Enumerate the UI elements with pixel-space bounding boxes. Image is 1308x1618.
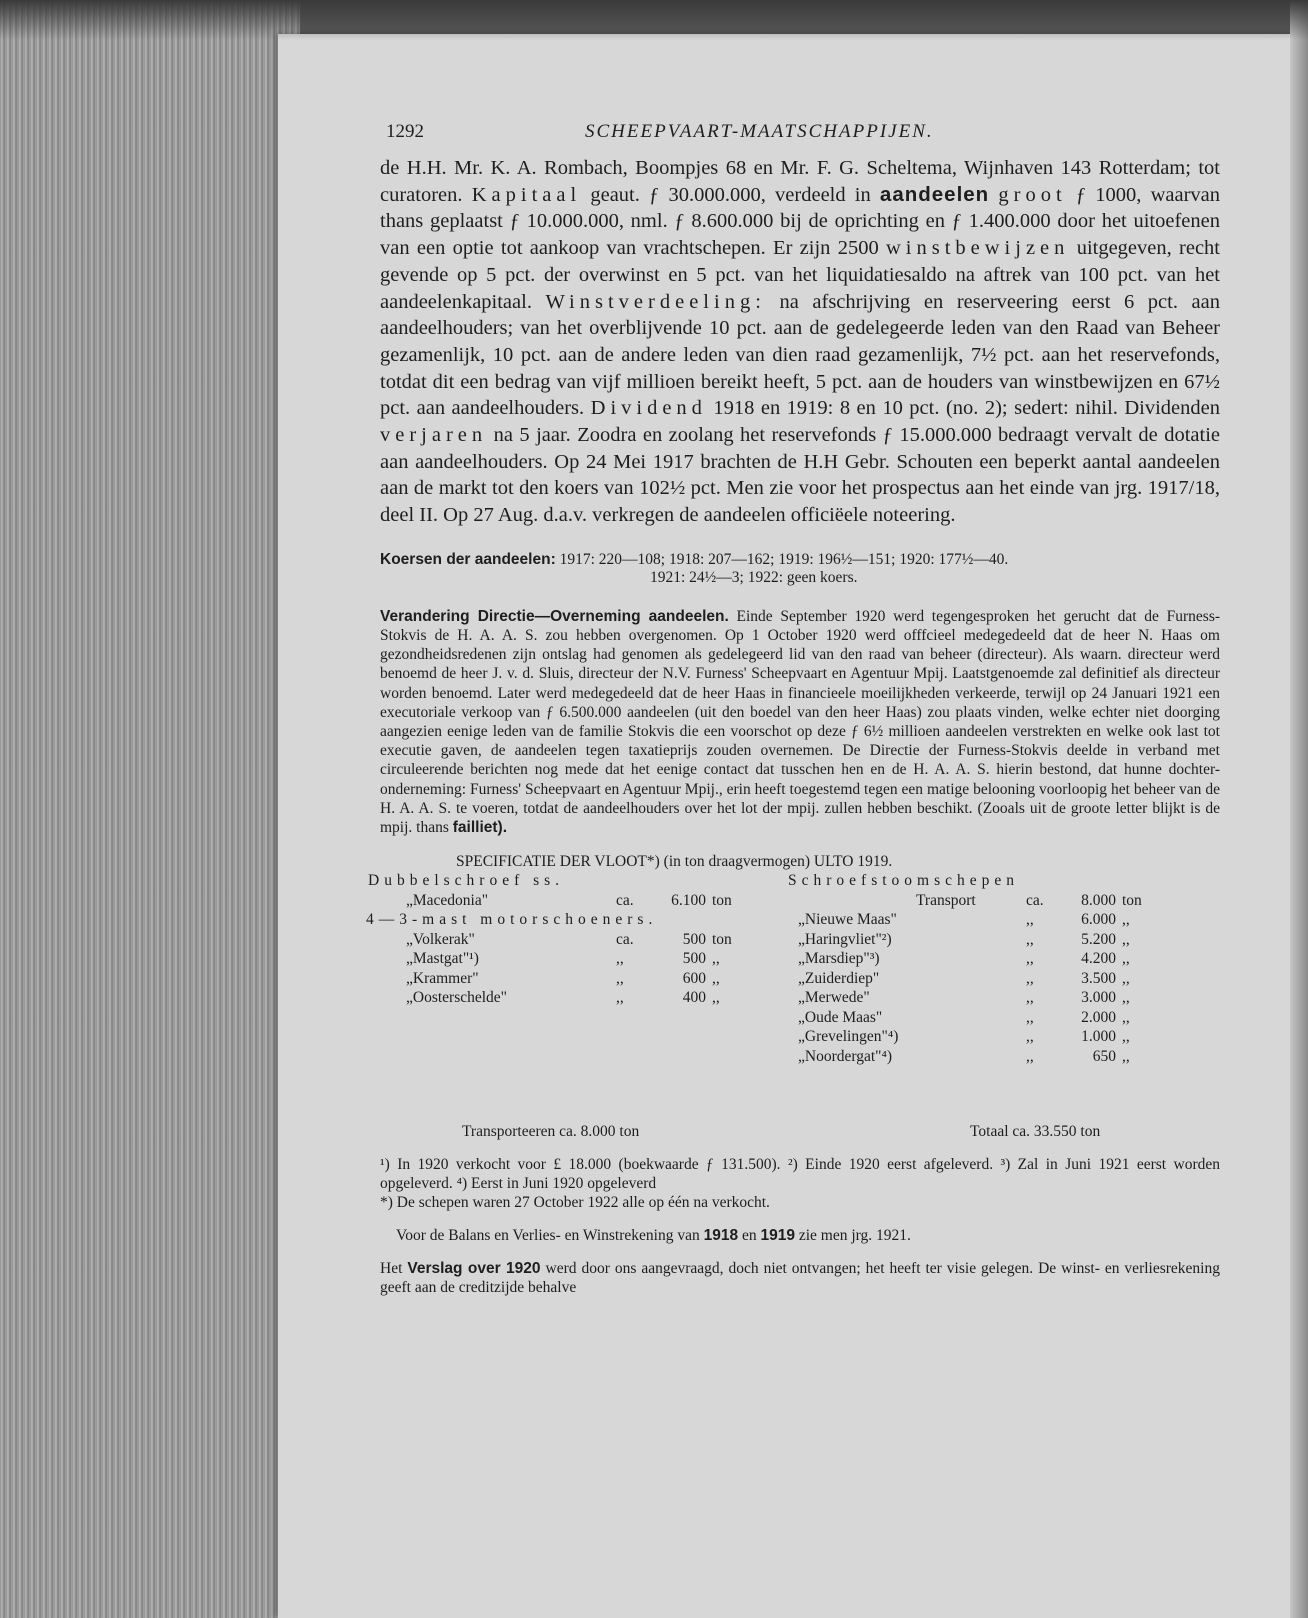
intro-s7: na 5 jaar. Zoodra en zoolang het reservefonds ƒ 15.000.000 bedraagt vervalt de dotatie aan aandeelhouders. Op 24 Mei 1917 brachten de H.H Gebr. Schouten een beperkt aantal aandeelen aan de markt tot den koers van 102½ pct. Men zie voor het prospectus aan het einde van jrg. 1917/18, deel II. Op 27 Aug. d.a.v. verkregen de aandeelen officiëele noteering. (380, 424, 1221, 527)
ship-ca: ,, (616, 969, 624, 987)
fleet-row (798, 988, 1130, 1008)
ship-ca: ca. (616, 891, 634, 909)
fleet-table (366, 871, 1220, 1117)
left-header (368, 871, 564, 891)
ship-tonnage: 500 (682, 930, 706, 948)
ship-ca: ,, (1026, 1047, 1034, 1065)
ship-name: „Oosterschelde" (406, 989, 508, 1007)
ship-unit: ton (712, 930, 732, 948)
left-header-text: Dubbelschroef ss. (368, 872, 565, 890)
ship-tonnage: 5.200 (1081, 930, 1116, 948)
footnote-star: *) De schepen waren 27 October 1922 alle op één na verkocht. (380, 1194, 770, 1212)
koersen-line1: 1917: 220—108; 1918: 207—162; 1919: 196½—151; 1920: 177½—40. (559, 550, 1009, 568)
page-number: 1292 (386, 121, 424, 142)
koersen-line2: 1921: 24½—3; 1922: geen koers. (650, 568, 858, 586)
ship-name: „Noordergat"⁴) (798, 1047, 893, 1065)
ship-unit: ,, (1122, 930, 1130, 948)
intro-s6: 1918 en 1919: 8 en 10 pct. (no. 2); sedert: nihil. Dividenden (713, 397, 1221, 420)
ship-tonnage: 600 (682, 969, 706, 987)
balans-pre: Voor de Balans en Verlies- en Winstrekening van (396, 1227, 700, 1245)
koersen-block (380, 551, 1220, 587)
transport-value: 8.000 (1081, 891, 1116, 909)
book-page-edges (0, 0, 300, 1618)
ship-name: „Volkerak" (406, 930, 475, 948)
ship-unit: ,, (1122, 1028, 1130, 1046)
balans-post: zie men jrg. 1921. (798, 1227, 911, 1245)
transport-label: Transport (916, 891, 976, 909)
groot-label: groot (998, 183, 1067, 206)
winstbewijzen-label: winstbewijzen (885, 237, 1070, 260)
ship-tonnage: 1.000 (1081, 1028, 1116, 1046)
fleet-row (798, 1027, 1130, 1047)
right-header (788, 871, 1019, 891)
ship-tonnage: 400 (682, 989, 706, 1007)
fleet-row (406, 930, 732, 950)
ship-ca: ,, (1026, 1028, 1034, 1046)
fleet-row (406, 969, 720, 989)
balans-mid: en (741, 1227, 757, 1245)
ship-unit: ,, (712, 950, 720, 968)
ship-tonnage: 3.500 (1081, 969, 1116, 987)
fleet-row (798, 910, 1130, 930)
ship-tonnage: 2.000 (1081, 1008, 1116, 1026)
transport-unit: ton (1122, 891, 1142, 909)
footnotes (380, 1155, 1220, 1212)
ship-tonnage: 650 (1092, 1047, 1116, 1065)
ship-ca: ,, (1026, 1008, 1034, 1026)
intro-s2: geaut. ƒ 30.000.000, verdeeld in (590, 183, 871, 206)
ship-unit: ,, (1122, 1008, 1130, 1026)
ship-tonnage: 4.200 (1081, 950, 1116, 968)
ship-unit: ,, (712, 989, 720, 1007)
verslag-bold: Verslag over 1920 (407, 1260, 541, 1278)
ship-unit: ,, (1122, 1047, 1130, 1065)
motor-header-text: 4—3-mast motorschoeners. (366, 911, 658, 929)
ship-name: „Mastgat"¹) (406, 950, 479, 968)
ship-ca: ca. (616, 930, 634, 948)
fleet-totals (380, 1123, 1220, 1147)
verandering-paragraph (380, 607, 1220, 837)
ship-unit: ton (712, 891, 732, 909)
running-title: SCHEEPVAART-MAATSCHAPPIJEN. (585, 121, 934, 142)
fleet-title: SPECIFICATIE DER VLOOT*) (in ton draagvermogen) ULTO 1919. (456, 853, 893, 871)
ship-unit: ,, (1122, 911, 1130, 929)
transporteeren: Transporteeren ca. 8.000 ton (462, 1123, 640, 1141)
fleet-row (406, 988, 720, 1008)
ship-name: „Macedonia" (406, 891, 489, 909)
right-header-text: Schroefstoomschepen (788, 872, 1020, 890)
book-right-edge (1290, 0, 1308, 1618)
left-first-row (406, 891, 732, 911)
ship-name: „Krammer" (406, 969, 479, 987)
verslag-pre: Het (380, 1260, 403, 1278)
ship-name: „Zuiderdiep" (798, 969, 880, 987)
winstverdeeling-label: Winstverdeeling: (545, 290, 766, 313)
fleet-row (798, 969, 1130, 989)
fleet-row (798, 930, 1130, 950)
ship-name: „Haringvliet"²) (798, 930, 892, 948)
page-content (366, 115, 1221, 1297)
ship-unit: ,, (1122, 969, 1130, 987)
intro-s4: uitgegeven, recht gevende op 5 pct. der overwinst en 5 pct. van het liquidatiesaldo na aftrek van 100 pct. van het aandeelenkapitaal. (380, 237, 1220, 313)
ship-tonnage: 3.000 (1081, 989, 1116, 1007)
failliet-label: failliet). (452, 819, 508, 837)
transport-row (916, 891, 1142, 911)
transport-ca: ca. (1026, 891, 1044, 909)
koersen-label: Koersen der aandeelen: (380, 550, 556, 568)
ship-ca: ,, (1026, 989, 1034, 1007)
fleet-row (798, 1008, 1130, 1028)
ship-ca: ,, (616, 989, 624, 1007)
intro-paragraph (380, 155, 1220, 529)
dividend-label: Dividend (590, 397, 707, 420)
ship-ca: ,, (616, 950, 624, 968)
motor-header (366, 910, 657, 930)
ship-unit: ,, (1122, 950, 1130, 968)
ship-name: „Grevelingen"⁴) (798, 1028, 899, 1046)
balans-year1: 1918 (703, 1227, 739, 1245)
intro-s1: de H.H. Mr. K. A. Rombach, Boompjes 68 en Mr. F. G. Scheltema, Wijnhaven 143 Rotterdam; tot curatoren. (380, 157, 1220, 206)
ship-unit: ,, (712, 969, 720, 987)
ship-ca: ,, (1026, 930, 1034, 948)
ship-name: „Merwede" (798, 989, 870, 1007)
ship-name: „Oude Maas" (798, 1008, 883, 1026)
verjaren-label: verjaren (380, 424, 488, 447)
kapitaal-label: Kapitaal (471, 183, 582, 206)
ship-ca: ,, (1026, 911, 1034, 929)
balans-paragraph (380, 1226, 1220, 1245)
fleet-row (798, 1047, 1130, 1067)
verandering-heading: Verandering Directie—Overneming aandeelen. (380, 607, 729, 625)
ship-name: „Marsdiep"³) (798, 950, 880, 968)
verslag-paragraph (380, 1259, 1220, 1297)
ship-name: „Nieuwe Maas" (798, 911, 897, 929)
footnote-text: ¹) In 1920 verkocht voor £ 18.000 (boekwaarde ƒ 131.500). ²) Einde 1920 eerst afgeleverd. ³) Zal in Juni 1921 eerst worden opgeleverd. ⁴) Eerst in Juni 1920 opgeleverd (380, 1156, 1220, 1193)
balans-year2: 1919 (760, 1227, 795, 1245)
totaal: Totaal ca. 33.550 ton (970, 1123, 1101, 1141)
intro-s5: na afschrijving en reserveering eerst 6 pct. aan aandeelhouders; van het overblijvende 10 pct. aan de gedelegeerde leden van den Raad van Beheer gezamenlijk, 10 pct. aan de andere leden van dien raad gezamenlijk, 7½ pct. aan het reservefonds, totdat dit een bedrag van vijf millioen bereikt heeft, 5 pct. aan de houders van winstbewijzen en 67½ pct. aan aandeelhouders. (380, 290, 1220, 420)
intro-s3: ƒ 1000, waarvan thans geplaatst ƒ 10.000.000, nml. ƒ 8.600.000 bij de oprichting en ƒ 1.400.000 door het uitoefenen van een optie tot aankoop van vrachtschepen. Er zijn 2500 (380, 183, 1221, 260)
aandeelen-label: aandeelen (879, 182, 990, 206)
ship-tonnage: 500 (682, 950, 706, 968)
fleet-row (406, 949, 720, 969)
ship-ca: ,, (1026, 969, 1034, 987)
ship-ca: ,, (1026, 950, 1034, 968)
verandering-text: Einde September 1920 werd tegengesproken het gerucht dat de Furness-Stokvis de H. A. A. S. zou hebben overgenomen. Op 1 October 1920 werd offfcieel medegedeeld dat de heer N. Haas om gezondheidsredenen zijn ontslag had genomen als gedelegeerd lid van den raad van beheer (directeur). Als waarn. directeur werd benoemd de heer J. v. d. Sluis, directeur der N.V. Furness' Scheepvaart en Agentuur Mpij. Laatstgenoemde zal definitief als directeur worden benoemd. Later werd medegedeeld dat de heer Haas in financieele moeilijkheden verkeerde, terwijl op 24 Januari 1921 een executoriale verkoop van ƒ 6.500.000 aandeelen (uit den boedel van den heer Haas) zou plaats vinden, welke echter niet doorging aangezien eenige leden van de familie Stokvis die een voorschot op deze ƒ 6½ millioen aandeelen verstrekten en welke ook last tot executie gaven, de aandeelen tegen taxatieprijs zouden overnemen. De Directie der Furness-Stokvis deelde in verband met circuleerende berichten nog mede dat het eenige contact dat tusschen hen en de H. A. A. S. hierin bestond, dat hunne dochter-onderneming: Furness' Scheepvaart en Agentuur Mpij., erin heeft toegestemd tegen een matige belooning voorloopig het beheer van de H. A. A. S. te voeren, totdat de aandeelhouders over het lot der mpij. zullen hebben beschikt. (Zooals uit de groote letter blijkt is de mpij. thans (380, 607, 1221, 837)
verslag-post: werd door ons aangevraagd, doch niet ontvangen; het heeft ter visie gelegen. De winst- en verliesrekening geeft aan de creditzijde behalve (380, 1260, 1220, 1297)
ship-unit: ,, (1122, 989, 1130, 1007)
ship-tonnage: 6.100 (671, 891, 706, 909)
running-header (380, 115, 1220, 155)
fleet-row (798, 949, 1130, 969)
ship-tonnage: 6.000 (1081, 911, 1116, 929)
top-shadow (0, 0, 1308, 40)
